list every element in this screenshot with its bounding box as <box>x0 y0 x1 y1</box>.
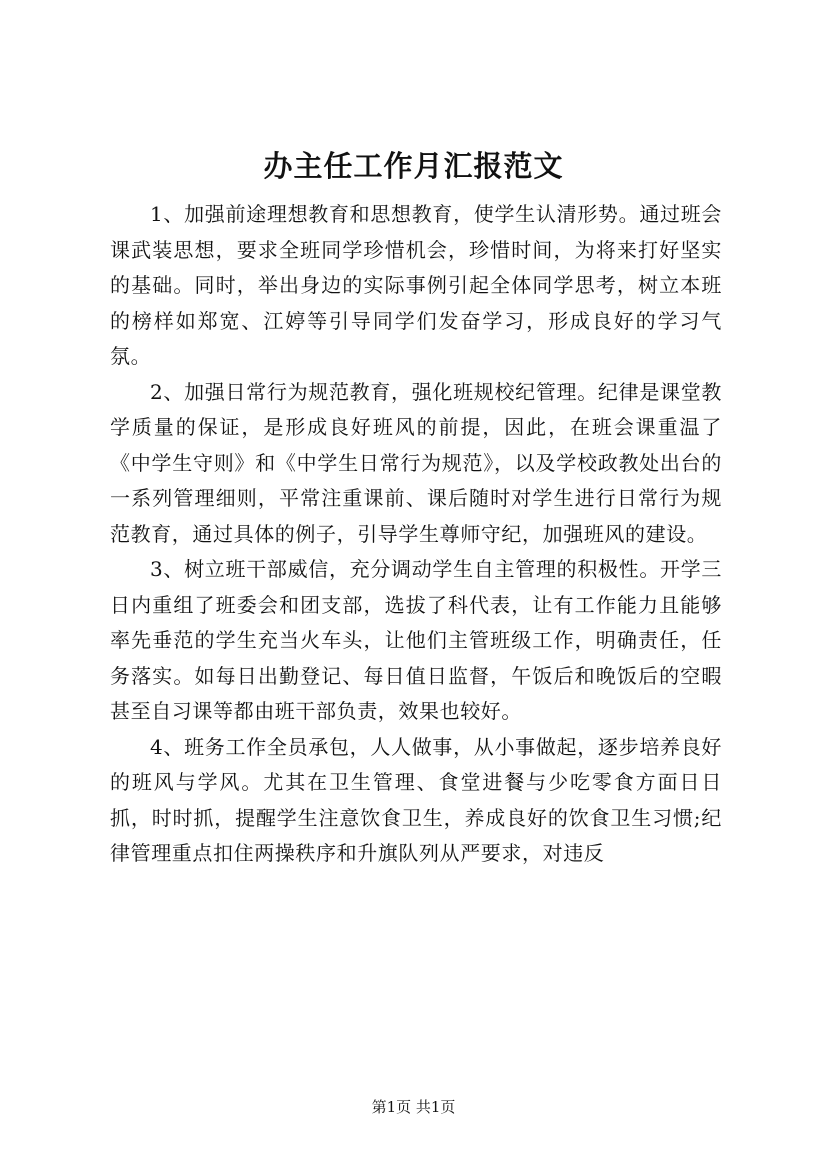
page-number: 第1页 共1页 <box>371 1098 456 1116</box>
document-body <box>110 197 722 872</box>
paragraph-1: 1、加强前途理想教育和思想教育，使学生认清形势。通过班会课武装思想，要求全班同学珍惜机会，珍惜时间，为将来打好坚实的基础。同时，举出身边的实际事例引起全体同学思考，树立本班的榜样如郑宽、江婷等引导同学们发奋学习，形成良好的学习气氛。 <box>110 202 722 368</box>
paragraph-3: 3、树立班干部威信，充分调动学生自主管理的积极性。开学三日内重组了班委会和团支部，选拔了科代表，让有工作能力且能够率先垂范的学生充当火车头，让他们主管班级工作，明确责任，任务落实。如每日出勤登记、每日值日监督，午饭后和晚饭后的空暇甚至自习课等都由班干部负责，效果也较好。 <box>110 557 722 723</box>
paragraph-4: 4、班务工作全员承包，人人做事，从小事做起，逐步培养良好的班风与学风。尤其在卫生管理、食堂进餐与少吃零食方面日日抓，时时抓，提醒学生注意饮食卫生，养成良好的饮食卫生习惯;纪律管理重点扣住两操秩序和升旗队列从严要求，对违反 <box>110 734 722 865</box>
page-footer <box>0 1097 827 1117</box>
paragraph-2: 2、加强日常行为规范教育，强化班规校纪管理。纪律是课堂教学质量的保证，是形成良好班风的前提，因此，在班会课重温了《中学生守则》和《中学生日常行为规范》，以及学校政教处出台的一系列管理细则，平常注重课前、课后随时对学生进行日常行为规范教育，通过具体的例子，引导学生尊师守纪，加强班风的建设。 <box>110 379 722 546</box>
document-title: 办主任工作月汇报范文 <box>263 149 564 183</box>
